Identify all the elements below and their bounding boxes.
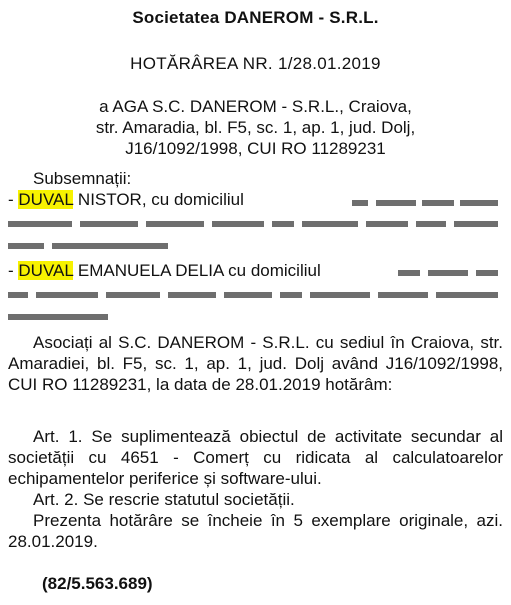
signatories-heading: Subsemnații: — [33, 169, 132, 188]
closing-paragraph: Prezenta hotărâre se încheie în 5 exemplare originale, azi. 28.01.2019. — [8, 511, 503, 551]
intro-paragraph: Asociați al S.C. DANEROM - S.R.L. cu sediul în Craiova, str. Amaradiei, bl. F5, sc. 1, ap. 1, jud. Dolj având J16/1092/1998, CUI RO 11289231, la data de 28.01.2019 hotărâm: — [8, 333, 503, 394]
signatory-1-dash: - — [8, 190, 19, 209]
publication-reference: (82/5.563.689) — [42, 574, 153, 593]
aga-line-1: a AGA S.C. DANEROM - S.R.L., Craiova, — [99, 97, 412, 116]
decision-title: HOTĂRÂREA NR. 1/28.01.2019 — [130, 54, 381, 73]
signatory-2-surname: DUVAL — [18, 261, 74, 280]
signatory-2-rest: EMANUELA DELIA cu domiciliul — [73, 261, 321, 280]
aga-line-3: J16/1092/1998, CUI RO 11289231 — [125, 139, 386, 158]
signatory-1-surname: DUVAL — [18, 190, 74, 209]
aga-line-2: str. Amaradia, bl. F5, sc. 1, ap. 1, jud. Dolj, — [95, 118, 416, 137]
article-2: Art. 2. Se rescrie statutul societății. — [33, 490, 295, 509]
aga-address-block — [0, 96, 511, 159]
article-1: Art. 1. Se suplimentează obiectul de activitate secundar al societății cu 4651 - Comerț cu ridicata al calculatoarelor echipamentelor periferice și software-ului. — [8, 427, 503, 488]
company-title: Societatea DANEROM - S.R.L. — [132, 8, 379, 27]
signatory-2-dash: - — [8, 261, 19, 280]
signatory-1-rest: NISTOR, cu domiciliul — [73, 190, 244, 209]
